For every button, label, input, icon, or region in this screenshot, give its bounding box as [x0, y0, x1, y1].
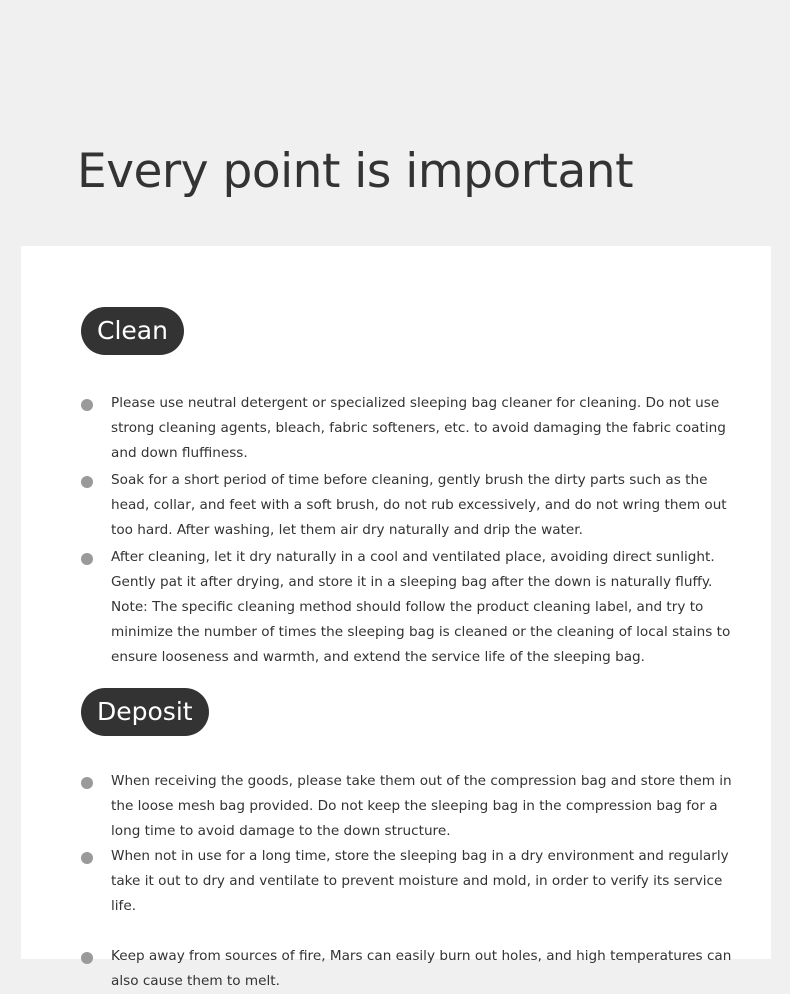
list-item-text: Please use neutral detergent or specialized sleeping bag cleaner for cleaning. Do not use strong cleaning agents, bleach, fabric softeners, etc. to avoid damaging the fabric coating and down fluffiness.: [111, 395, 726, 461]
content-card: [21, 246, 771, 989]
section-heading-deposit: Deposit: [81, 688, 209, 736]
list-item-text: After cleaning, let it dry naturally in a cool and ventilated place, avoiding direct sunlight. Gently pat it after drying, and store it in a sleeping bag after the down is naturally fluffy. Note: The specific cleaning method should follow the product cleaning label, and try to minimize the number of times the sleeping bag is cleaned or the cleaning of local stains to ensure looseness and warmth, and extend the service life of the sleeping bag.: [111, 549, 731, 665]
bullet-icon: [81, 852, 93, 864]
bullet-icon: [81, 777, 93, 789]
list-item: [81, 545, 741, 670]
list-item: [81, 769, 741, 844]
list-item-text: When receiving the goods, please take them out of the compression bag and store them in the loose mesh bag provided. Do not keep the sleeping bag in the compression bag for a long time to avoid damage to the down structure.: [111, 773, 732, 839]
deposit-list: [81, 769, 741, 994]
page-title: Every point is important: [77, 144, 633, 199]
section-heading-clean: Clean: [81, 307, 184, 355]
clean-list: [81, 391, 741, 670]
bullet-icon: [81, 553, 93, 565]
bullet-icon: [81, 399, 93, 411]
list-item: [81, 468, 741, 543]
list-item-text: When not in use for a long time, store the sleeping bag in a dry environment and regularly take it out to dry and ventilate to prevent moisture and mold, in order to verify its service life.: [111, 848, 729, 914]
list-item-text: Keep away from sources of fire, Mars can easily burn out holes, and high temperatures can also cause them to melt.: [111, 948, 732, 989]
list-item: [81, 944, 741, 994]
list-item-text: Soak for a short period of time before cleaning, gently brush the dirty parts such as the head, collar, and feet with a soft brush, do not rub excessively, and do not wring them out too hard. After washing, let them air dry naturally and drip the water.: [111, 472, 727, 538]
bullet-icon: [81, 952, 93, 964]
list-item: [81, 844, 741, 919]
list-item: [81, 391, 741, 466]
bullet-icon: [81, 476, 93, 488]
